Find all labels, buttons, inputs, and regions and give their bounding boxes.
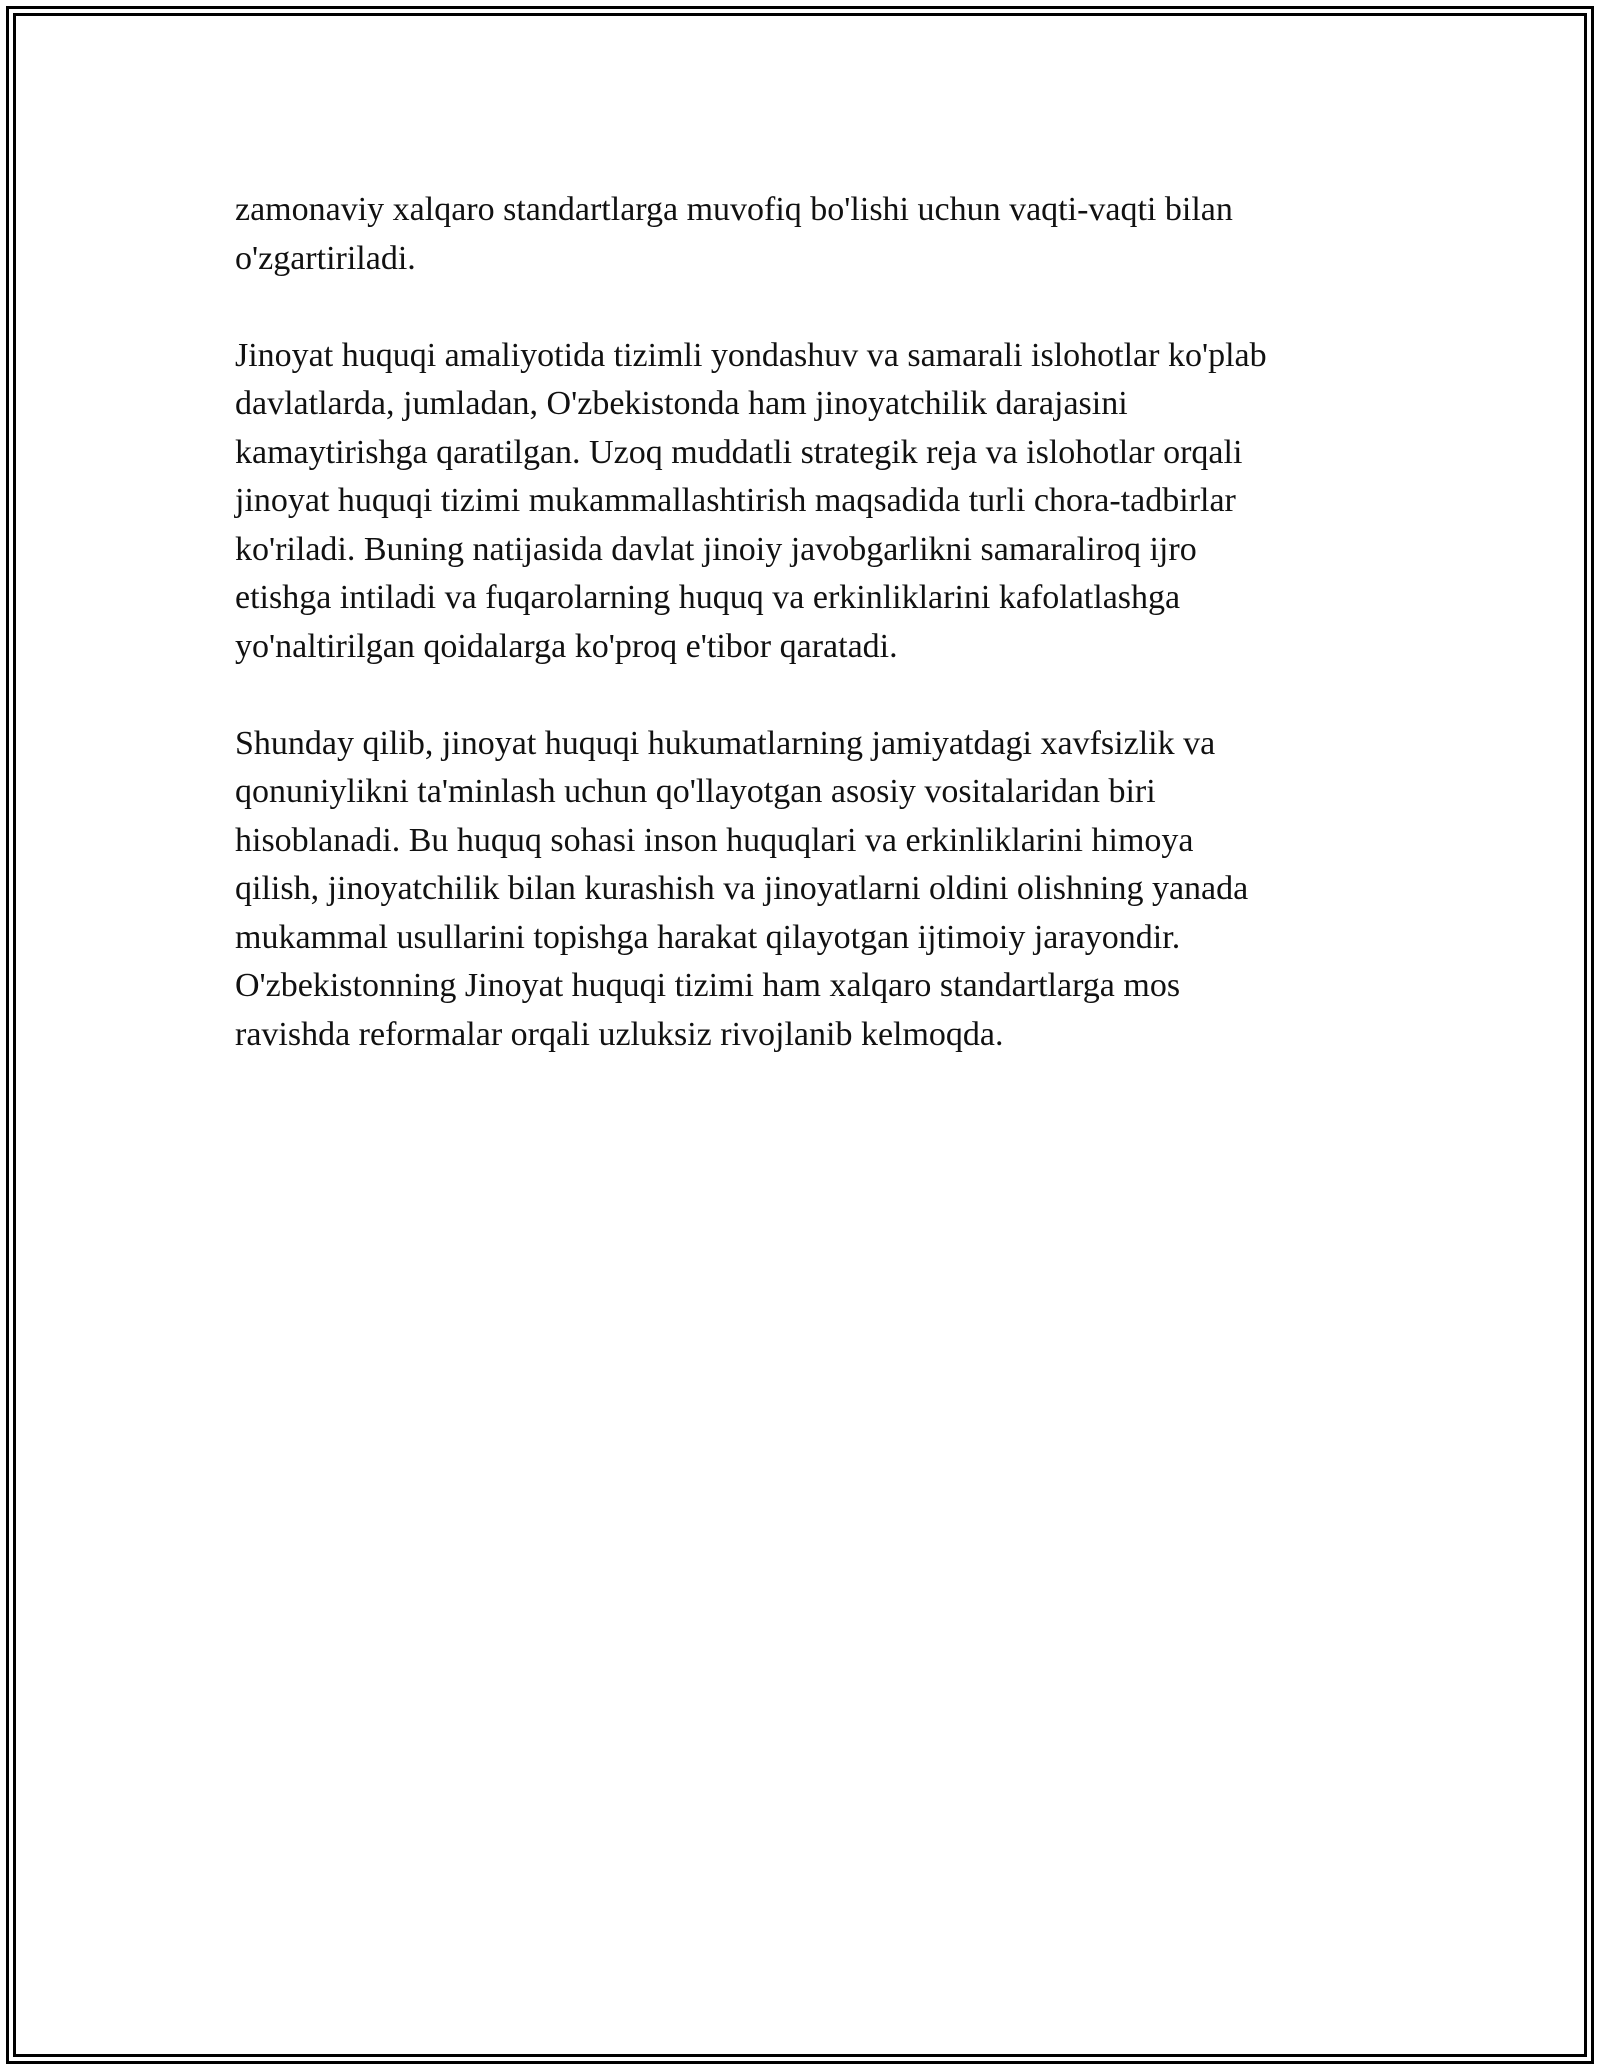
text-line: hisoblanadi. Bu huquq sohasi inson huquqlari va erkinliklarini himoya (235, 821, 1194, 859)
paragraph-1 (235, 186, 1365, 283)
text-line: O'zbekistonning Jinoyat huquqi tizimi ham xalqaro standartlarga mos (235, 967, 1181, 1004)
text-line: davlatlarda, jumladan, O'zbekistonda ham jinoyatchilik darajasini (235, 385, 1128, 422)
text-line: qilish, jinoyatchilik bilan kurashish va jinoyatlarni oldini olishning yanada (235, 870, 1249, 907)
text-line: mukammal usullarini topishga harakat qilayotgan ijtimoiy jarayondir. (235, 918, 1181, 956)
text-line: yo'naltirilgan qoidalarga ko'proq e'tibor qaratadi. (235, 627, 898, 665)
text-line: etishga intiladi va fuqarolarning huquq va erkinliklarini kafolatlashga (235, 579, 1181, 616)
text-line: o'zgartiriladi. (235, 239, 416, 277)
text-line: ravishda reformalar orqali uzluksiz rivojlanib kelmoqda. (235, 1015, 1004, 1053)
text-line: Shunday qilib, jinoyat huquqi hukumatlarning jamiyatdagi xavfsizlik va (235, 724, 1216, 762)
paragraph-2 (235, 332, 1365, 672)
text-line: qonuniylikni ta'minlash uchun qo'llayotgan asosiy vositalaridan biri (235, 773, 1156, 810)
text-line: zamonaviy xalqaro standartlarga muvofiq bo'lishi uchun vaqti-vaqti bilan (235, 191, 1233, 228)
document-body (235, 186, 1365, 1108)
text-line: Jinoyat huquqi amaliyotida tizimli yondashuv va samarali islohotlar ko'plab (235, 336, 1267, 374)
paragraph-3 (235, 720, 1365, 1060)
text-line: kamaytirishga qaratilgan. Uzoq muddatli strategik reja va islohotlar orqali (235, 433, 1243, 471)
text-line: jinoyat huquqi tizimi mukammallashtirish maqsadida turli chora-tadbirlar (235, 482, 1236, 519)
text-line: ko'riladi. Buning natijasida davlat jinoiy javobgarlikni samaraliroq ijro (235, 530, 1197, 568)
